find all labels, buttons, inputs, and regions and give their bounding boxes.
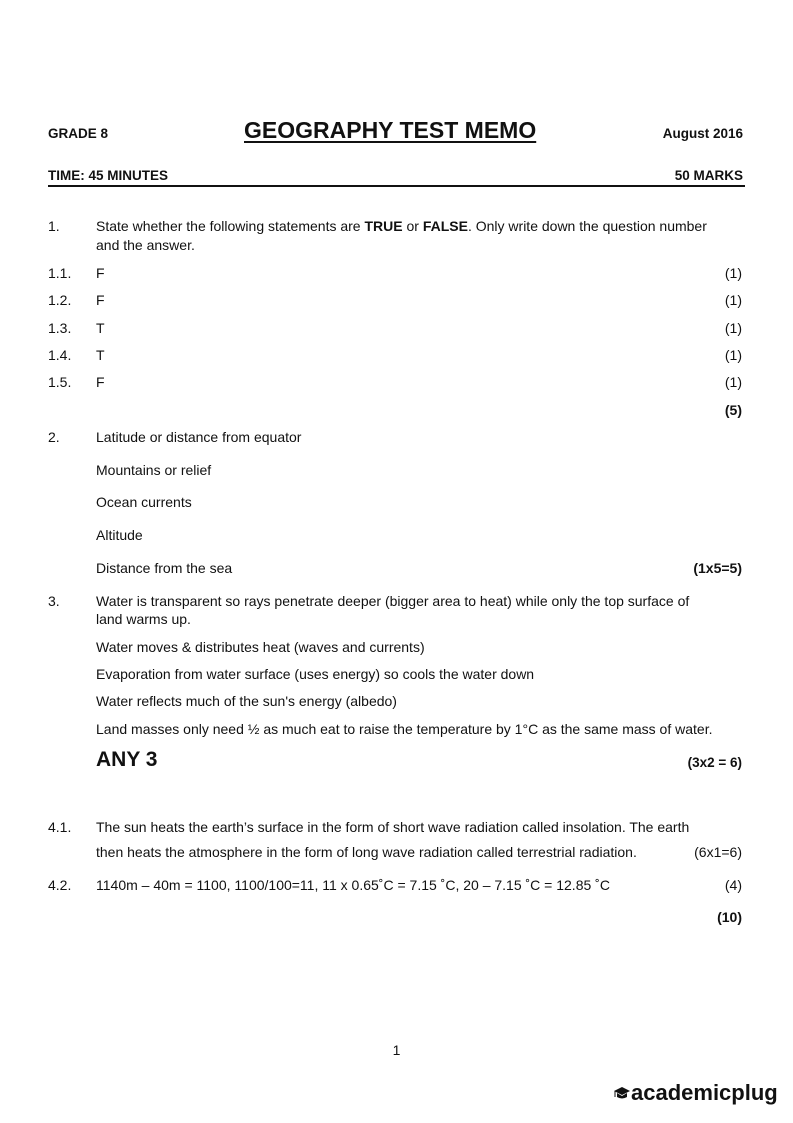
answer-1-2: F [96,292,105,308]
answer-4-2-mark: (4) [724,877,742,893]
total-marks-label: 50 MARKS [674,168,743,183]
answer-2-item: Distance from the sea [96,560,233,576]
question-1-number: 1. [48,218,60,234]
any-3-label: ANY 3 [96,748,158,771]
instr-true: TRUE [364,218,403,234]
time-label: TIME: 45 MINUTES [48,168,169,183]
answer-2-item: Latitude or distance from equator [96,429,302,445]
answer-4-1-line2: then heats the atmosphere in the form of long wave radiation called terrestrial radiation. [96,844,637,860]
answer-3-item: Water moves & distributes heat (waves and currents) [96,639,425,655]
date-label: August 2016 [662,126,743,141]
answer-2-item: Altitude [96,527,143,543]
answer-1-5-mark: (1) [724,374,742,390]
question-2-mark: (1x5=5) [693,560,742,576]
answer-4-1-mark: (6x1=6) [694,844,742,860]
document-title: GEOGRAPHY TEST MEMO [244,117,537,143]
question-1-total: (5) [724,402,742,418]
question-1-instructions [96,218,707,234]
answer-2-item: Mountains or relief [96,462,212,478]
question-4-2-number: 4.2. [48,877,72,893]
answer-1-5: F [96,374,105,390]
question-3-number: 3. [48,593,60,609]
answer-1-1-number: 1.1. [48,265,72,281]
answer-4-1-line1: The sun heats the earth’s surface in the form of short wave radiation called insolation. The earth [96,819,690,835]
header-divider [48,185,745,187]
answer-3-item: Water reflects much of the sun's energy (albedo) [96,693,397,709]
answer-3-item-cont: land warms up. [96,611,191,627]
answer-1-4: T [96,347,105,363]
question-4-total: (10) [717,909,742,925]
question-4-1-number: 4.1. [48,819,72,835]
instr-text-2: . Only write down the question number [467,218,707,234]
answer-2-item: Ocean currents [96,494,192,510]
instr-text: State whether the following statements are [96,218,365,234]
question-1-instructions-line2: and the answer. [96,237,195,253]
grade-label: GRADE 8 [48,126,109,141]
instr-or: or [402,218,423,234]
answer-1-2-number: 1.2. [48,292,72,308]
question-2-number: 2. [48,429,60,445]
logo-text: academicplug [631,1080,778,1105]
question-3-mark: (3x2 = 6) [687,755,742,770]
answer-1-4-mark: (1) [724,347,742,363]
answer-3-item: Evaporation from water surface (uses energy) so cools the water down [96,666,535,682]
answer-1-5-number: 1.5. [48,374,72,390]
answer-3-item: Water is transparent so rays penetrate deeper (bigger area to heat) while only the top surface of [96,593,690,609]
answer-4-2: 1140m – 40m = 1100, 1100/100=11, 11 x 0.65˚C = 7.15 ˚C, 20 – 7.15 ˚C = 12.85 ˚C [96,877,610,893]
page-number: 1 [392,1042,401,1058]
academicplug-logo [614,1080,778,1106]
answer-1-1: F [96,265,105,281]
answer-1-3-number: 1.3. [48,320,72,336]
answer-1-2-mark: (1) [724,292,742,308]
answer-1-3: T [96,320,105,336]
answer-1-3-mark: (1) [724,320,742,336]
answer-1-4-number: 1.4. [48,347,72,363]
instr-false: FALSE [422,218,468,234]
answer-3-item: Land masses only need ½ as much eat to raise the temperature by 1°C as the same mass of water. [96,721,713,737]
answer-1-1-mark: (1) [724,265,742,281]
graduation-cap-icon [614,1086,630,1100]
